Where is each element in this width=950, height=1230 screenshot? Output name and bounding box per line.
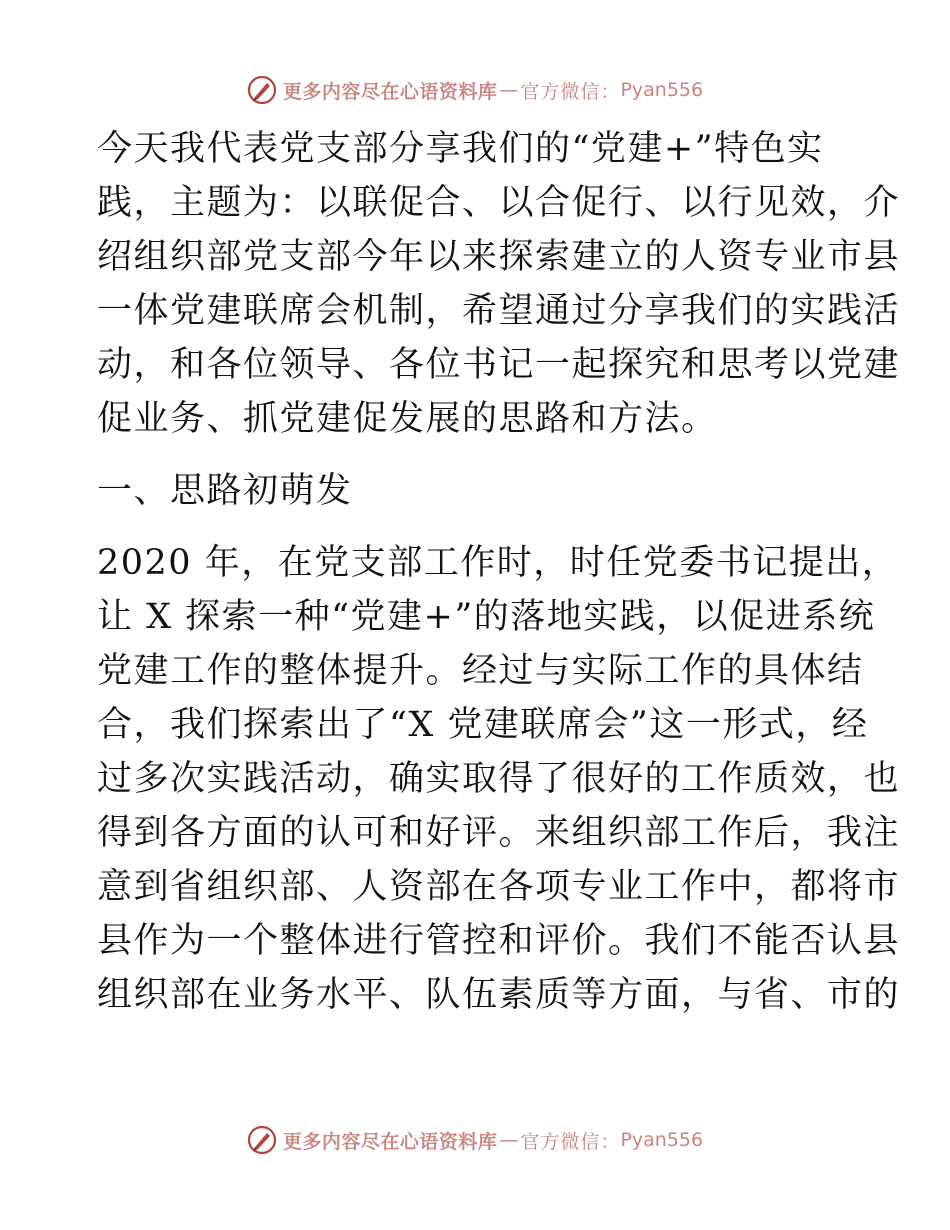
text-line: 绍组织部党支部今年以来探索建立的人资专业市县 [97,237,901,277]
paragraph-body [97,536,901,1022]
text-line: 意到省组织部、人资部在各项专业工作中，都将市 [97,867,901,907]
watermark-brand: 更多内容尽在心语资料库 [282,1130,498,1153]
document-body [97,122,901,1022]
text-line: 一体党建联席会机制，希望通过分享我们的实践活 [97,291,901,331]
text-line: 动，和各位领导、各位书记一起探究和思考以党建 [97,345,901,385]
paragraph-intro [97,122,901,446]
text-line: 2020 年，在党支部工作时，时任党委书记提出， [97,543,899,583]
text-line: 过多次实践活动，确实取得了很好的工作质效，也 [97,759,901,799]
text-line: 合，我们探索出了“X 党建联席会”这一形式，经 [97,705,869,745]
watermark-header [0,70,950,110]
quill-pen-logo-icon [247,75,277,105]
watermark-wechat-id: Pyan556 [620,1129,704,1151]
watermark-dash: — [499,79,519,101]
text-line: 践，主题为：以联促合、以合促行、以行见效，介 [97,183,901,223]
watermark-footer [0,1120,950,1160]
quill-pen-logo-icon [247,1125,277,1155]
watermark-label: 官方微信： [520,80,621,103]
watermark-wechat-id: Pyan556 [620,79,704,101]
text-line: 让 X 探索一种“党建+”的落地实践，以促进系统 [97,597,876,637]
text-line: 得到各方面的认可和好评。来组织部工作后，我注 [97,813,901,853]
text-line: 促业务、抓党建促发展的思路和方法。 [97,399,718,439]
watermark-brand: 更多内容尽在心语资料库 [282,80,498,103]
watermark-label: 官方微信： [520,1130,621,1153]
text-line: 组织部在业务水平、队伍素质等方面，与省、市的 [97,975,901,1015]
text-line: 县作为一个整体进行管控和评价。我们不能否认县 [97,921,901,961]
section-heading [97,464,857,518]
heading-line: 一、思路初萌发 [97,471,353,511]
watermark-dash: — [499,1129,519,1151]
text-line: 党建工作的整体提升。经过与实际工作的具体结 [97,651,864,691]
text-line: 今天我代表党支部分享我们的“党建+”特色实 [97,129,824,169]
